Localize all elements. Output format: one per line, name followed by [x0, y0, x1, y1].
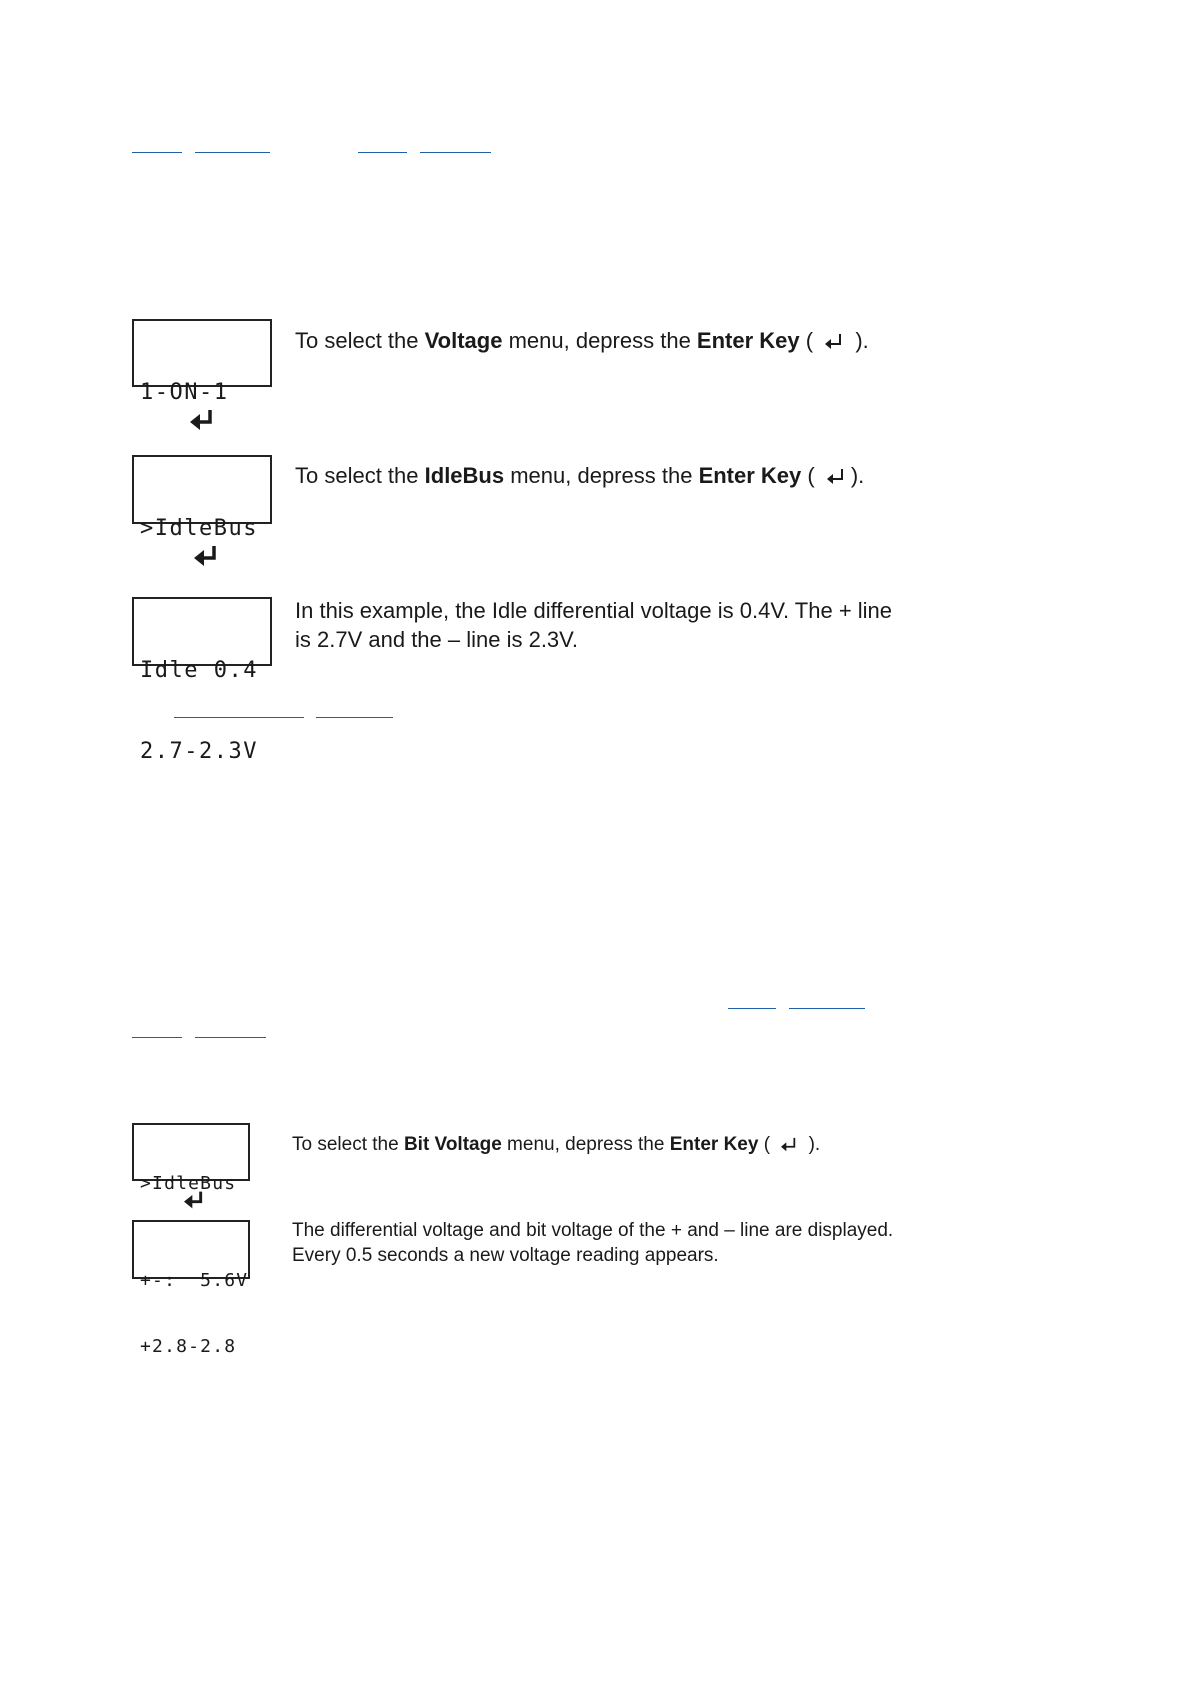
key-name: Enter Key — [696, 328, 800, 353]
enter-key-icon — [825, 468, 847, 486]
key-name: Enter Key — [698, 463, 802, 488]
step-description — [295, 596, 955, 654]
lcd-display — [132, 319, 272, 405]
enter-arrow-icon — [192, 544, 220, 568]
link-underline[interactable] — [420, 152, 491, 153]
link-underline[interactable] — [195, 152, 270, 153]
menu-name: IdleBus — [424, 463, 505, 488]
lcd-display — [132, 1220, 250, 1357]
description-line: In this example, the Idle differential voltage is 0.4V. The + line — [295, 598, 893, 623]
step-description: To select the IdleBus menu, depress the Enter Key ( ). — [295, 463, 865, 488]
lcd-line: >IdleBus — [140, 1173, 237, 1194]
lcd-line: 2.7-2.3V — [140, 739, 258, 764]
lcd-display — [132, 455, 272, 541]
description-line: is 2.7V and the – line is 2.3V. — [295, 627, 578, 652]
key-name: Enter Key — [669, 1134, 759, 1155]
enter-key-icon — [779, 1137, 799, 1153]
enter-key-icon — [823, 333, 845, 351]
lcd-line: 1-ON-1 — [140, 380, 229, 405]
lcd-line: +-: 5.6V — [140, 1270, 249, 1291]
enter-arrow-icon — [188, 408, 216, 432]
link-underline[interactable] — [174, 717, 304, 718]
link-underline[interactable] — [132, 152, 182, 153]
menu-name: Voltage — [424, 328, 503, 353]
step-description — [292, 1218, 952, 1268]
menu-name: Bit Voltage — [403, 1134, 502, 1155]
lcd-display — [132, 1123, 250, 1194]
link-underline[interactable] — [316, 717, 393, 718]
link-underline[interactable] — [728, 1008, 776, 1009]
step-description: To select the Voltage menu, depress the Enter Key ( ). — [295, 328, 869, 353]
link-underline[interactable] — [789, 1008, 865, 1009]
lcd-line: >IdleBus — [140, 516, 258, 541]
link-underline[interactable] — [358, 152, 407, 153]
enter-arrow-icon — [182, 1190, 206, 1210]
link-underline[interactable] — [195, 1037, 266, 1038]
lcd-line: Idle 0.4 — [140, 658, 258, 683]
description-line: The differential voltage and bit voltage of the + and – line are displayed. — [292, 1220, 894, 1241]
link-underline[interactable] — [132, 1037, 182, 1038]
lcd-line: +2.8-2.8 — [140, 1336, 237, 1357]
description-line: Every 0.5 seconds a new voltage reading appears. — [292, 1245, 719, 1266]
step-description: To select the Bit Voltage menu, depress the Enter Key ( ). — [292, 1134, 821, 1155]
lcd-display — [132, 597, 272, 764]
